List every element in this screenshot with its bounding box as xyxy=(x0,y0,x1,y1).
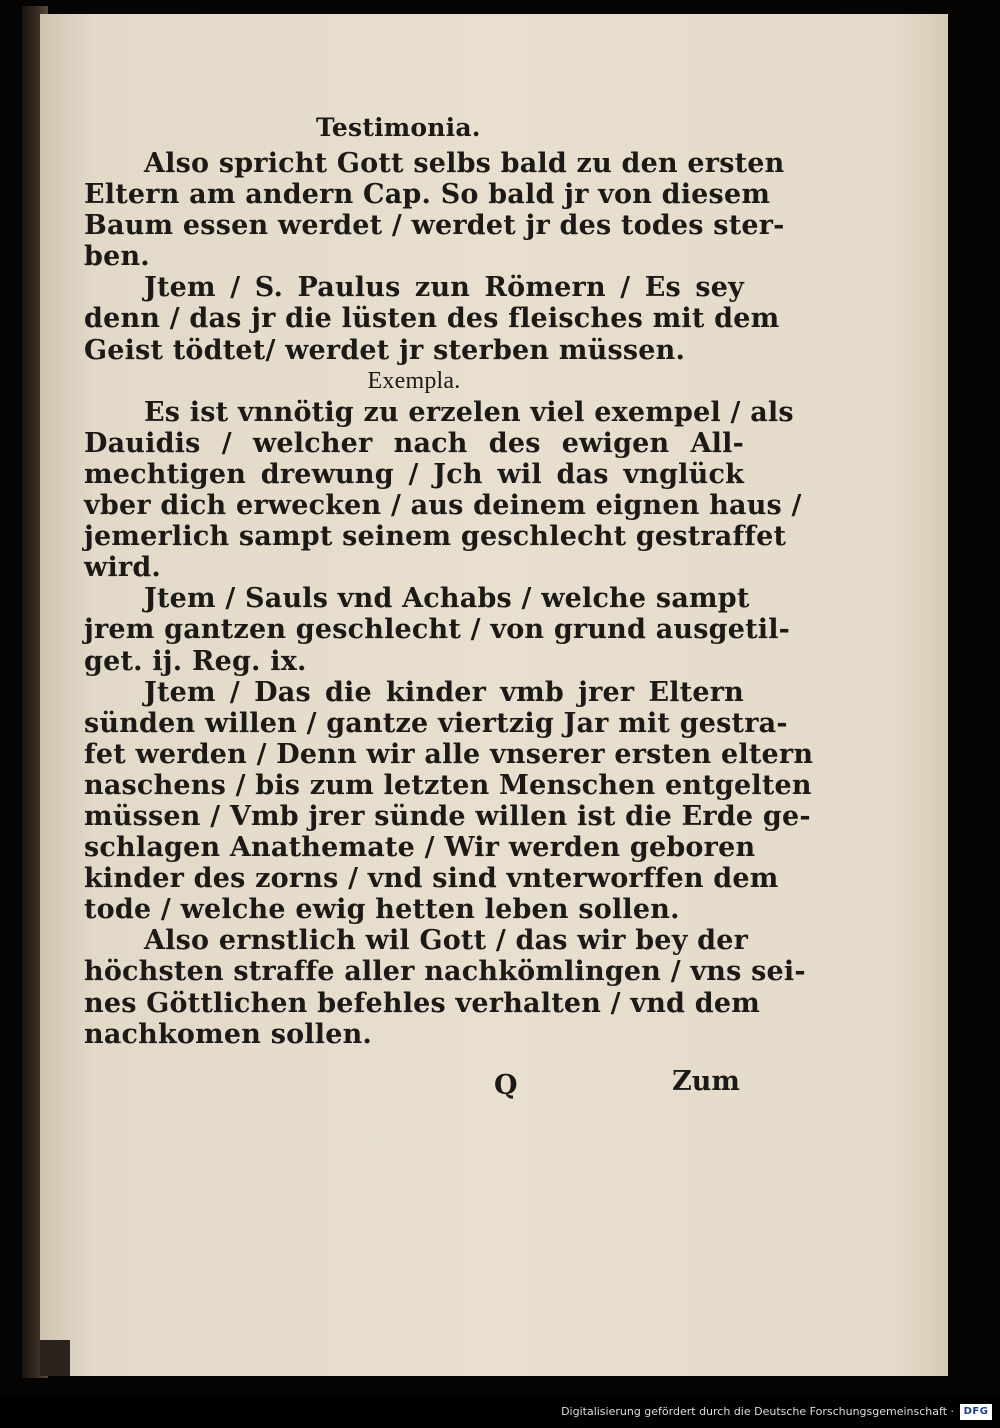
page-corner-shadow xyxy=(40,1340,70,1376)
text-line: schlagen Anathemate / Wir werden geboren xyxy=(84,832,756,864)
text-line: Geist tödtet/ werdet jr sterben müssen. xyxy=(84,334,686,366)
text-line: Jtem / S. Paulus zun Römern / Es sey xyxy=(144,272,744,304)
page-text-block xyxy=(84,112,814,1050)
text-line: wird. xyxy=(84,552,162,584)
text-line: Jtem / Sauls vnd Achabs / welche sampt xyxy=(144,583,750,615)
text-line: Eltern am andern Cap. So bald jr von diesem xyxy=(84,179,771,211)
text-line: Baum essen werdet / werdet jr des todes ster- xyxy=(84,210,785,242)
text-line: nes Göttlichen befehles verhalten / vnd dem xyxy=(84,987,760,1019)
page-footer xyxy=(490,1066,750,1106)
text-line: Jtem / Das die kinder vmb jrer Eltern xyxy=(144,676,744,708)
funding-credit: Digitalisierung gefördert durch die Deutsche Forschungsgemeinschaft · xyxy=(561,1405,954,1418)
signature-mark: Q xyxy=(494,1070,518,1101)
text-line: nachkomen sollen. xyxy=(84,1018,373,1050)
text-line: kinder des zorns / vnd sind vnterworffen dem xyxy=(84,863,779,895)
paragraph-2 xyxy=(84,272,780,366)
catchword: Zum xyxy=(672,1066,740,1097)
text-line: fet werden / Denn wir alle vnserer ersten eltern xyxy=(84,738,814,770)
credit-bar xyxy=(0,1398,1000,1428)
text-line: Es ist vnnötig zu erzelen viel exempel / als xyxy=(144,396,794,428)
text-line: jrem gantzen geschlecht / von grund ausgetil- xyxy=(84,614,791,646)
text-line: vber dich erwecken / aus deinem eignen haus / xyxy=(84,490,802,522)
running-head: Testimonia. xyxy=(316,113,481,142)
text-line: ben. xyxy=(84,241,150,273)
text-line: Also ernstlich wil Gott / das wir bey der xyxy=(144,925,749,957)
text-line: tode / welche ewig hetten leben sollen. xyxy=(84,894,680,926)
text-line: naschens / bis zum letzten Menschen entgelten xyxy=(84,769,812,801)
paragraph-1 xyxy=(84,148,785,273)
text-line: get. ij. Reg. ix. xyxy=(84,645,307,677)
paragraph-3 xyxy=(84,396,802,584)
text-line: sünden willen / gantze viertzig Jar mit gestra- xyxy=(84,707,788,739)
text-line: Also spricht Gott selbs bald zu den ersten xyxy=(144,148,785,179)
text-line: höchsten straffe aller nachkömlingen / vns sei- xyxy=(84,956,806,988)
paragraph-5 xyxy=(84,676,814,926)
text-line: jemerlich sampt seinem geschlecht gestraffet xyxy=(84,521,787,553)
paragraph-6 xyxy=(84,925,806,1050)
dfg-logo-icon: DFG xyxy=(960,1404,992,1420)
text-line: Dauidis / welcher nach des ewigen All- xyxy=(84,427,744,459)
section-subheading: Exempla. xyxy=(367,367,461,394)
text-line: müssen / Vmb jrer sünde willen ist die Erde ge- xyxy=(84,800,811,832)
paragraph-4 xyxy=(84,583,791,677)
text-line: denn / das jr die lüsten des fleisches mit dem xyxy=(84,303,780,335)
text-line: mechtigen drewung / Jch wil das vnglück xyxy=(84,458,744,490)
